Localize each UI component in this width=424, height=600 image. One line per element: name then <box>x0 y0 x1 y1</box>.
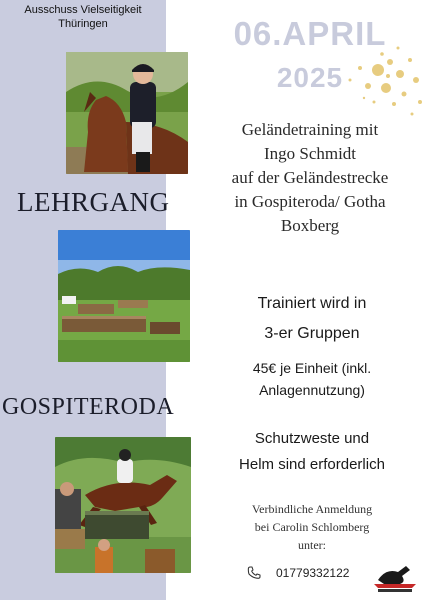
safety-line-2: Helm sind erforderlich <box>239 456 385 473</box>
description-line-3: auf der Geländestrecke <box>231 168 389 187</box>
club-logo <box>372 562 418 594</box>
course-photo <box>58 230 190 362</box>
description-line-1: Geländetraining mit <box>241 120 379 139</box>
event-description <box>196 118 424 238</box>
lehrgang-label: LEHRGANG <box>17 187 170 217</box>
registration-line-3: unter: <box>298 538 326 552</box>
group-line-1: Trainiert wird in <box>257 295 367 312</box>
registration-line-2: bei Carolin Schlomberg <box>254 520 370 534</box>
rider-portrait-photo <box>66 52 188 174</box>
event-date-year: 2025 <box>276 62 344 93</box>
safety-info <box>204 426 420 478</box>
org-line-2: Thüringen <box>58 18 108 30</box>
group-info <box>212 289 412 349</box>
registration-info <box>212 500 412 554</box>
price-line-2: Anlagennutzung) <box>259 382 365 398</box>
safety-line-1: Schutzweste und <box>254 430 370 447</box>
price-line-1: 45€ je Einheit (inkl. <box>252 360 372 376</box>
description-line-4: in Gospiteroda/ Gotha <box>234 192 386 211</box>
location-label: GOSPITERODA <box>2 394 175 420</box>
event-date-day: 06.APRIL <box>233 15 387 52</box>
organization-header <box>0 3 166 31</box>
price-info <box>212 357 412 401</box>
group-line-2: 3-er Gruppen <box>264 325 360 342</box>
phone-contact <box>246 564 349 582</box>
description-line-2: Ingo Schmidt <box>263 144 357 163</box>
phone-number[interactable]: 01779332122 <box>276 566 350 580</box>
jumping-horse-photo <box>55 437 191 573</box>
registration-line-1: Verbindliche Anmeldung <box>251 502 373 516</box>
gold-splash-decoration <box>330 40 424 130</box>
phone-icon <box>246 565 262 581</box>
org-line-1: Ausschuss Vielseitigkeit <box>24 4 142 16</box>
description-line-5: Boxberg <box>280 216 340 235</box>
